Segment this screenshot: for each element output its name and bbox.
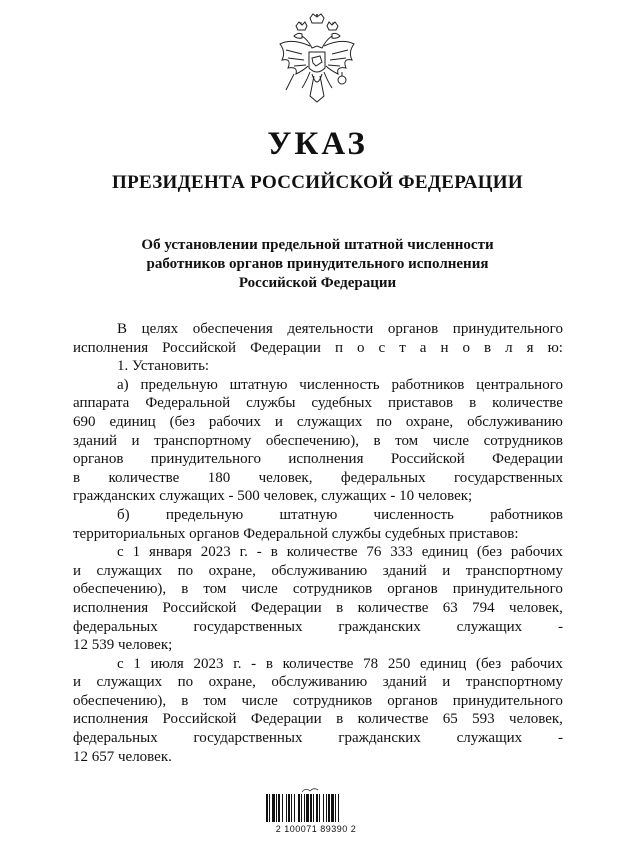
body-line: с 1 января 2023 г. - в количестве 76 333 единиц (без рабочих bbox=[117, 544, 563, 561]
barcode-icon bbox=[262, 786, 372, 826]
body-line: обеспечению), в том числе сотрудников органов принудительного bbox=[73, 692, 563, 709]
body-line: с 1 июля 2023 г. - в количестве 78 250 единиц (без рабочих bbox=[117, 655, 563, 672]
heading-line: работников органов принудительного исполнения bbox=[146, 256, 489, 272]
document-subtitle: ПРЕЗИДЕНТА РОССИЙСКОЙ ФЕДЕРАЦИИ bbox=[112, 172, 523, 193]
heading-line: Об установлении предельной штатной численности bbox=[141, 237, 494, 253]
body-line: а) предельную штатную численность работников центрального bbox=[117, 376, 563, 393]
body-line: исполнения Российской Федерации в количестве 65 593 человек, bbox=[73, 711, 563, 728]
body-line: и служащих по охране, обслуживанию зданий и транспортному bbox=[73, 674, 563, 691]
body-line: федеральных государственных гражданских служащих - bbox=[73, 618, 563, 635]
body-line: и служащих по охране, обслуживанию зданий и транспортному bbox=[73, 562, 563, 579]
body-line: гражданских служащих - 500 человек, служащих - 10 человек; bbox=[73, 488, 473, 505]
body-line: в количестве 180 человек, федеральных государственных bbox=[73, 469, 563, 486]
body-line: 690 единиц (без рабочих и служащих по охране, обслуживанию bbox=[73, 413, 563, 430]
decree-body bbox=[73, 320, 563, 766]
barcode-number: 2 100071 89390 2 bbox=[275, 824, 357, 834]
body-line: обеспечению), в том числе сотрудников органов принудительного bbox=[73, 581, 563, 598]
body-line: В целях обеспечения деятельности органов принудительного bbox=[117, 321, 563, 337]
body-line: исполнения Российской Федерации в количестве 63 794 человек, bbox=[73, 599, 563, 616]
heading-line: Российской Федерации bbox=[238, 275, 397, 291]
body-line: б) предельную штатную численность работников bbox=[117, 506, 563, 523]
decree-heading bbox=[60, 236, 575, 293]
body-line: исполнения Российской Федерации п о с т а н о в л я ю: bbox=[73, 339, 563, 356]
body-line: 12 657 человек. bbox=[73, 748, 172, 765]
body-line: органов принудительного исполнения Российской Федерации bbox=[73, 451, 563, 468]
body-line: 12 539 человек; bbox=[73, 637, 173, 654]
document-title: УКАЗ bbox=[267, 126, 368, 162]
body-line: аппарата Федеральной службы судебных приставов в количестве bbox=[73, 395, 563, 412]
coat-of-arms-icon bbox=[272, 12, 362, 110]
body-line: 1. Установить: bbox=[117, 358, 210, 375]
body-line: территориальных органов Федеральной службы судебных приставов: bbox=[73, 525, 519, 542]
body-line: федеральных государственных гражданских служащих - bbox=[73, 730, 563, 747]
body-line: зданий и транспортному обеспечению), в том числе сотрудников bbox=[73, 432, 563, 449]
